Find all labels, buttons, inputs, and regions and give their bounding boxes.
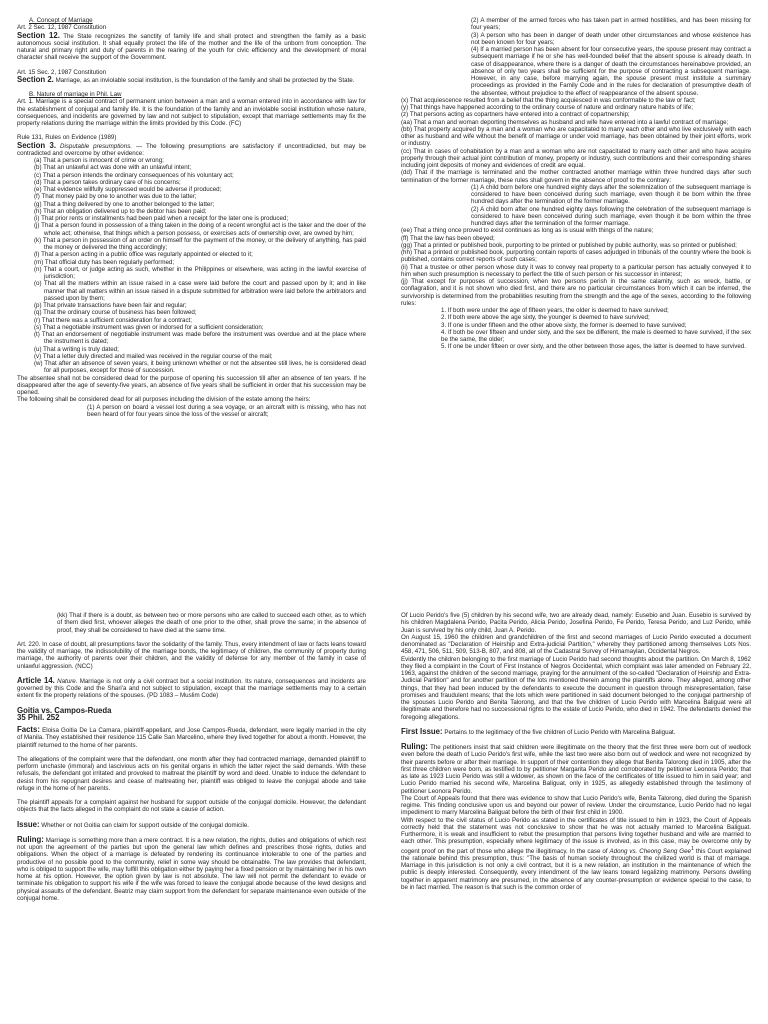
list-item: (s) That a negotiable instrument was given or indorsed for a sufficient consideration; [34, 323, 264, 331]
list-item: 5. If one be under fifteen or over sixty, and the other between those ages, the latter is deemed to have survived. [441, 343, 746, 351]
list-item: (f) That money paid by one to another was due to the latter; [34, 193, 197, 201]
list-item: (c) That a person intends the ordinary consequences of his voluntary act; [34, 171, 234, 179]
rule-131-reference: Rule 131, Rules on Evidence (1989) [17, 134, 117, 142]
list-item: (i) That prior rents or installments had been paid when a receipt for the later one is produced; [34, 215, 289, 222]
top-left-column [17, 17, 366, 572]
list-item: (3) A person who has been in danger of death under other circumstances and whose existence has not been known for four years; [471, 31, 751, 46]
list-item: (e) That evidence willfully suppressed would be adverse if produced; [34, 186, 222, 193]
list-item: (ii) That a trustee or other person whose duty it was to convey real property to a particular person has actually conveyed it to him when such presumption is necessary to perfect the title of such person or his successor in interest; [401, 263, 751, 278]
partition-paragraph: On August 15, 1960 the children and grandchildren of the first and second marriages of Lucio Perido executed a document denominated as "Declaration of Heirship and Extra-judicial Partition," whereby they partitioned among themselves Lots Nos. 458, 471, 506, 511, 509, 513-B, 807, and 808, all of the Cadastral Survey of Himamaylan, Occidental Negros. [401, 633, 751, 656]
art15-reference: Art. 15 Sec. 2, 1987 Constitution [17, 68, 107, 76]
list-item: (a) That a person is innocent of crime or wrong; [34, 157, 164, 164]
list-item: (ff) That the law has been obeyed; [401, 234, 495, 242]
bottom-left-column [17, 612, 366, 1021]
case-citation: 35 Phil. 252 [17, 712, 60, 722]
list-item: (r) That there was a sufficient consideration for a contract; [34, 316, 192, 324]
top-right-column [401, 17, 751, 572]
list-item: (gg) That a printed or published book, purporting to be printed or published by public authority, was so printed or published; [401, 241, 737, 249]
facts-paragraph: Facts: Eloisa Goitia De La Camara, plaintiff-appellant, and Jose Campos-Rueda, defendant, were legally married in the city of Manila. They established their residence 115 Calle San Marcelino, where they lived together for about a month. However, the plaintiff returned to the home of her parents. [17, 725, 366, 749]
list-item: (2) A child born after one hundred eighty days following the celebration of the subsequent marriage is considered to have been conceived during such marriage, even though it be born within the three hundred days after the termination of the former marriage. [471, 205, 751, 227]
list-item: 2. If both were above the age sixty, the younger is deemed to have survived; [441, 314, 650, 322]
list-item: (dd) That if the marriage is terminated and the mother contracted another marriage within three hundred days after such termination of the former marriage, these rules shall govern in the absence of proof to the contrary: [401, 169, 751, 184]
list-item: (q) That the ordinary course of business has been followed; [34, 309, 197, 317]
list-item: (y) That things have happened according to the ordinary course of nature and ordinary nature habits of life; [401, 104, 693, 111]
list-item: (u) That a writing is truly dated; [34, 345, 119, 353]
article-14-paragraph: Article 14. Nature. Marriage is not only a civil contract but a social institution. Its nature, consequences and incidents are governed by this Code and the Shari'a and not subject to stipulation, except that the marriage settlements may to a certain extent fix the property relations of the spouses. (PD 1083 – Muslim Code) [17, 675, 366, 700]
children-paragraph: Of Lucio Perido's five (5) children by his second wife, two are already dead, namely: Eusebio and Juan. Eusebio is survived by his children Magdalena Perido, Pacita Perido, Alicia Perido, Josefina Perido, Fe Perido, Teresa Perido, and Luz Perido, while Juan is survived by his only child, Juan A. Perido. [401, 612, 751, 634]
list-item: (v) That a letter duly directed and mailed was received in the regular course of the mail; [34, 352, 273, 360]
ruling-paragraph: Ruling: The petitioners insist that said children were illegitimate on the theory that the first three were born out of wedlock even before the death of Lucio Perido's first wife, while the last two were also born out of wedlock and were not recognized by their parents before or after their marriage. In support of their contention they allege that Benita Talorong died in 1905, after the first three children were born, as testified to by petitioner Margarita Perido and corroborated by petitioner Leonora Perido; that as late as 1923 Lucio Perido was still a widower, as shown on the face of the certificates of title issued to him in said year; and Lucio Perido married his second wife, Marcelina Baliguat, only in 1925, as allegedly established through the testimony of petitioner Leonora Perido. [401, 742, 751, 795]
constitution-reference: Art. 2 Sec. 12, 1987 Constitution [17, 24, 107, 32]
list-item: (aa) That a man and woman deporting themselves as husband and wife have entered into a lawful contract of marriage; [401, 118, 729, 126]
kk-paragraph: (kk) That if there is a doubt, as between two or more persons who are called to succeed each other, as to which of them died first, whoever alleges the death of one prior to the other, shall prove the same; in the absence of proof, they shall be considered to have died at the same time. [57, 612, 366, 634]
article-1-paragraph: Art. 1. Marriage is a special contract of permanent union between a man and a woman entered into in accordance with law for the establishment of conjugal and family life. It is the foundation of the family and an inviolable social institution whose nature, consequences, and incidents are governed by law and not subject to stipulation, except that marriage settlements may fix the property relations during the marriage within the limits provided by this Code. (FC) [17, 98, 366, 127]
nature-heading: B. Nature of marriage in Phil. Law [29, 91, 122, 98]
list-item: 3. If one is under fifteen and the other above sixty, the former is deemed to have survived; [441, 321, 687, 329]
list-item: (x) That acquiescence resulted from a belief that the thing acquiesced in was conformable to the law or fact; [401, 96, 696, 104]
list-item: (bb) That property acquired by a man and a woman who are capacitated to marry each other and who live exclusively with each other as husband and wife without the benefit of marriage or under void marriage, has been obtained by their joint efforts, work or industry. [401, 125, 751, 148]
list-item: (b) That an unlawful act was done with an unlawful intent; [34, 164, 192, 172]
list-item: (1) A child born before one hundred eighty days after the solemnization of the subsequent marriage is considered to have been conceived during such marriage, even though it be born within the three hundred days after the termination of the former marriage. [471, 183, 751, 206]
section-3-paragraph: Section 3. Disputable presumptions. — The following presumptions are satisfactory if uncontradicted, but may be contradicted and overcome by other evidence: [17, 140, 366, 157]
court-of-appeals-paragraph: The Court of Appeals found that there was evidence to show that Lucio Perido's wife, Benita Talorong, died during the Spanish regime. This finding conclusive upon us and beyond our power of review. Under the circumstance, Lucio Perido had no legal impediment to marry Marcelina Baliguat before the birth of their first child in 1900. [401, 794, 751, 817]
list-item: (h) That an obligation delivered up to the debtor has been paid; [34, 207, 207, 215]
list-item: (l) That a person acting in a public office was regularly appointed or elected to it; [34, 251, 253, 259]
section-12-paragraph: Section 12. The State recognizes the sanctity of family life and shall protect and strengthen the family as a basic autonomous social institution. It shall equally protect the life of the mother and the life of the unborn from conception. The natural and primary right and duty of parents in the rearing of the youth for civic efficiency and the development of moral character shall receive the support of the Government. [17, 30, 366, 62]
article-220-paragraph: Art. 220. In case of doubt, all presumptions favor the solidarity of the family. Thus, every intendment of law or facts leans toward the validity of marriage, the indissolubility of the marriage bonds, the legitimacy of children, the community of property during marriage, the authority of parents over their children, and the validity of defense for any member of the family in case of unlawful aggression. (NCC) [17, 640, 366, 670]
appeal-paragraph: The plaintiff appeals for a complaint against her husband for support outside of the conjugal domicile. However, the defendant objects that the facts alleged in the complaint do not state a cause of action. [17, 799, 366, 814]
continued-list [401, 17, 751, 97]
allegations-paragraph: The allegations of the complaint were that the defendant, one month after they had contracted marriage, demanded plaintiff to perform unchaste (immoral) and lascivious acts on his genital organs in which the latter reject the said demands. With these refusals, the defendant got irritated and provoked to maltreat the plaintiff by word and deed. Unable to induce the defendant to desist from his repugnant desires and cease of maltreating her, plaintiff was obliged to leave the conjugal abode and take refuge in the home of her parents. [17, 755, 366, 792]
case-title: Goitia vs. Campos-Rueda [17, 705, 112, 715]
list-item: (hh) That a printed or published book, purporting contain reports of cases adjudged in tribunals of the country where the book is published, contains correct reports of such cases; [401, 249, 751, 264]
list-item: 4. If both be over fifteen and under sixty, and the sex be different, the male is deemed to have survived, if the sex be the same, the older; [441, 328, 751, 343]
list-item: (jj) That except for purposes of succession, when two persons perish in the same calamity, such as wreck, battle, or conflagration, and it is not shown who died first, and there are no particular circumstances from which it can be inferred, the survivorship is determined from the probabilities resulting from the strength and the age of the sexes, according to the following rules: [401, 278, 751, 307]
bottom-right-column [401, 612, 751, 1021]
first-issue-paragraph: First Issue: Pertains to the legitimacy of the five children of Lucio Perido with Marcelina Baliguat. [401, 726, 676, 736]
list-item: (k) That a person in possession of an order on himself for the payment of the money, or the delivery of anything, has paid the money or delivered the thing accordingly; [34, 236, 366, 251]
civil-status-paragraph: With respect to the civil status of Lucio Perido as stated in the certificates of title issued to him in 1923, the Court of Appeals correctly held that the statement was not conclusive to show that he was not actually married to Marcelina Baliguat. Furthermore, it is weak and insufficient to rebut the presumption that persons living together husband and wife are married to each other. This presumption, especially where legitimacy of the issue is involved, as in this case, may be overcome only by cogent proof on the part of those who allege the illegitimacy. In the case of Adong vs. Cheong Seng Gee$^1$ this Court explained the rationale behind this presumption, thus: "The basis of human society throughout the civilized world is that of marriage. Marriage in this jurisdiction is not only a civil contract, but it is a new relation, an institution in the maintenance of which the public is deeply interested. Consequently, every intendment of the law leans toward legalizing matrimony. Persons dwelling together in apparent matrimony are presumed, in the absence of any counter-presumption or evidence special to the case, to be in fact married. The reason is that such is the common order of [401, 816, 751, 891]
list-item: (n) That a court, or judge acting as such, whether in the Philippines or elsewhere, was acting in the lawful exercise of jurisdiction; [34, 265, 366, 280]
list-item: (w) That after an absence of seven years, it being unknown whether or not the absentee still lives, he is considered dead for all purposes, except for those of succession. [34, 360, 366, 375]
absentee-paragraph: The absentee shall not be considered dead for the purpose of opening his succession till after an absence of ten years. If he disappeared after the age of seventy-five years, an absence of five years shall be sufficient in order that his succession may be opened. [17, 374, 366, 396]
list-item: (g) That a thing delivered by one to another belonged to the latter; [34, 200, 215, 208]
list-item: (z) That persons acting as copartners have entered into a contract of copartnership; [401, 111, 630, 119]
list-item: (ee) That a thing once proved to exist continues as long as is usual with things of the nature; [401, 227, 654, 235]
list-item: (2) A member of the armed forces who has taken part in armed hostilities, and has been missing for four years; [471, 17, 751, 32]
child-rules-list [401, 184, 751, 228]
presumptions-list [17, 157, 366, 375]
complaint-paragraph: Evidently the children belonging to the first marriage of Lucio Perido had second thoughts about the partition. On March 8, 1962 they filed a complaint in the Court of First Instance of Negros Occidental, which complaint was later amended on February 22, 1963, against the children of the second marriage, praying for the annulment of the so-called "Declaration of Heirship and Extra-Judicial Partition" and for another partition of the lots mentioned therein among the plaintiffs alone. They alleged, among other things, that they had been induced by the defendants to execute the document in question through misrepresentation, false promises and fraudulent means; that the lots which were partitioned in said document belonged to the conjugal partnership of the spouses Lucio Perido and Benita Talorong, and that the five children of Lucio Perido with Marcelina Baliguat were all illegitimate and therefore had no successional rights to the estate of Lucio Perido, who died in 1942. The defendants denied the foregoing allegations. [401, 655, 751, 721]
list-item: (m) That official duty has been regularly performed; [34, 258, 175, 266]
list-item: (t) That an endorsement of negotiable instrument was made before the instrument was overdue and at the place where the instrument is dated; [34, 331, 366, 346]
list-item: (d) That a person takes ordinary care of his concerns; [34, 178, 181, 186]
list-item: (4) If a married person has been absent for four consecutive years, the spouse present may contract a subsequent marriage if he or she has well-founded belief that the absent spouse is already death. In case of disappearance, where there is a danger of death the circumstances hereinabove provided, an absence of only two years shall be sufficient for the purpose of contracting a subsequent marriage. However, in any case, before marrying again, the spouse present must institute a summary proceedings as provided in the Family Code and in the rules for declaration of presumptive death of the absentee, without prejudice to the effect of reappearance of the absent spouse. [471, 46, 751, 97]
list-item: (p) That private transactions have been fair and regular; [34, 302, 187, 309]
list-item: (cc) That in cases of cohabitation by a man and a woman who are not capacitated to marry each other and who have acquire properly through their actual joint contribution of money, property or industry, such contributions and their corresponding shares including joint deposits of money and evidences of credit are equal. [401, 147, 751, 169]
vessel-paragraph: (1) A person on board a vessel lost during a sea voyage, or an aircraft with is missing, who has not been heard of for four years since the loss of the vessel or aircraft; [87, 403, 366, 418]
ruling-paragraph: Ruling: Marriage is something more than a mere contract. It is a new relation, the rights, duties and obligations of which rest not upon the agreement of the parties but upon the general law which defines and prescribes those rights, duties and obligations. When the object of a marriage is defeated by rendering its continuance intolerable to one of the parties and productive of no possible good to the community, relief in some way should be obtainable. The law provides that defendant, who is obliged to support the wife, may fulfill this obligation either by paying her a fixed pension or by maintaining her in his own home at his option. However, the option given by law is not absolute. The law will not permit the defendant to evade or terminate his obligation to support his wife if the wife was forced to leave the conjugal abode because of the lewd designs and physical assaults of the defendant. Beatriz may claim support from the defendant for separate maintenance even outside of the conjugal home. [17, 834, 366, 902]
list-item: 1. If both were under the age of fifteen years, the older is deemed to have survived; [441, 307, 669, 314]
following-paragraph: The following shall be considered dead for all purposes including the division of the estate among the heirs: [17, 396, 311, 404]
concept-heading: A. Concept of Marriage [29, 17, 93, 24]
section-2-paragraph: Section 2. Marriage, as an inviolable social institution, is the foundation of the family and shall be protected by the State. [17, 74, 355, 84]
list-item: (j) That a person found in possession of a thing taken in the doing of a recent wrongful act is the taker and the doer of the whole act; otherwise, that things which a person possess, or exercises acts of ownership over, are owned by him; [34, 222, 366, 237]
list-item: (o) That all the matters within an issue raised in a case were laid before the court and passed upon by it; and in like manner that all matters within an issue raised in a dispute submitted for arbitration were laid before the arbitrators and passed upon by them; [34, 280, 366, 302]
issue-paragraph: Issue: Whether or not Goitia can claim for support outside of the conjugal domicile. [17, 819, 249, 829]
survivorship-rules-list [401, 307, 751, 351]
